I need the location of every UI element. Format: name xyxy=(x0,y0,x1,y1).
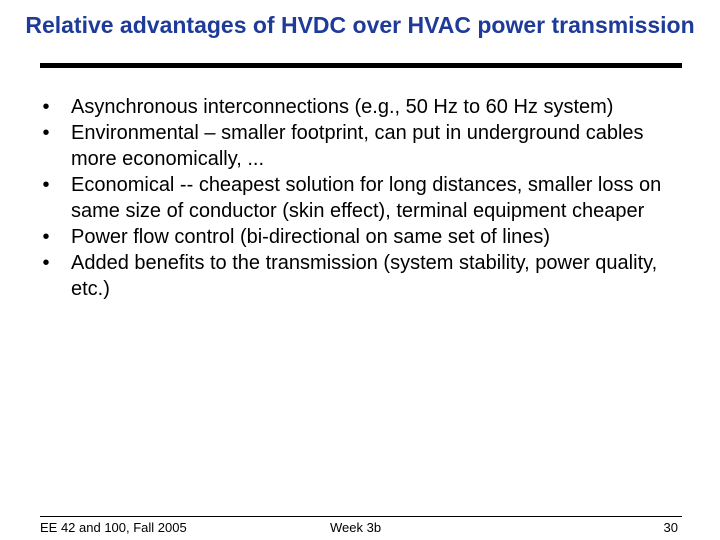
bullet-text: Economical -- cheapest solution for long distances, smaller loss on same size of conductor (skin effect), terminal equipment cheaper xyxy=(71,174,662,222)
bullet-text: Asynchronous interconnections (e.g., 50 Hz to 60 Hz system) xyxy=(71,96,614,118)
bullet-item xyxy=(40,120,680,172)
footer-page-number: 30 xyxy=(663,520,678,535)
bullet-item xyxy=(40,172,680,224)
bullet-icon: • xyxy=(42,226,50,248)
bullet-text: Environmental – smaller footprint, can put in underground cables more economically, ... xyxy=(71,122,644,170)
bullet-list xyxy=(40,94,680,302)
bullet-text: Added benefits to the transmission (system stability, power quality, etc.) xyxy=(71,252,658,300)
slide-title: Relative advantages of HVDC over HVAC power transmission xyxy=(25,12,695,38)
bullet-text: Power flow control (bi-directional on same set of lines) xyxy=(71,226,551,248)
bullet-icon: • xyxy=(42,252,50,274)
bullet-icon: • xyxy=(42,174,50,196)
bullet-item xyxy=(40,94,680,120)
bullet-icon: • xyxy=(42,122,50,144)
footer-divider xyxy=(40,516,682,517)
bullet-item xyxy=(40,224,680,250)
bullet-icon: • xyxy=(42,96,50,118)
title-underline xyxy=(40,63,682,68)
footer-course: EE 42 and 100, Fall 2005 xyxy=(40,520,187,535)
footer-week: Week 3b xyxy=(330,520,382,535)
bullet-item xyxy=(40,250,680,302)
